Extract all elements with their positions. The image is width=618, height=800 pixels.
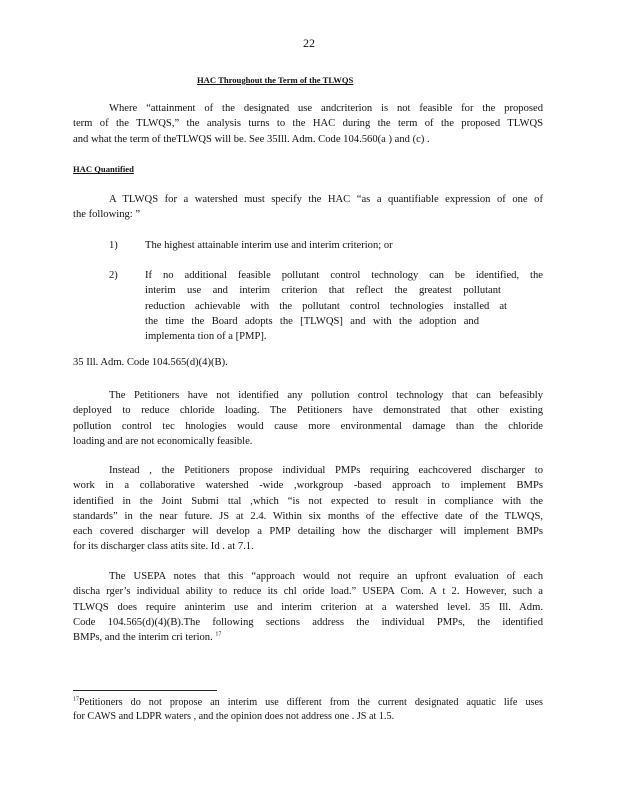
footnote-divider	[73, 690, 217, 691]
paragraph-5	[73, 569, 543, 645]
paragraph-line: work in a collaborative watershed -wide ,workgroup -based approach to implement BMPs	[73, 480, 543, 492]
paragraph-line	[73, 630, 543, 645]
paragraph-line: term of the TLWQS,” the analysis turns to the HAC during the term of the proposed TLWQS	[73, 118, 543, 130]
paragraph-line: for its discharger class atits site. Id . at 7.1.	[73, 541, 254, 553]
paragraph-line: loading and are not economically feasible.	[73, 435, 253, 447]
paragraph-line-text: BMPs, and the interim cri terion.	[73, 632, 213, 644]
paragraph-line: and what the term of theTLWQS will be. See 35Ill. Adm. Code 104.560(a ) and (c) .	[73, 133, 430, 145]
footnote-marker: 17	[73, 696, 79, 703]
paragraph-line: A TLWQS for a watershed must specify the HAC “as a quantifiable expression of one of	[109, 194, 543, 205]
paragraph-line: Code 104.565(d)(4)(B).The following sections address the individual PMPs, the identified	[73, 616, 543, 628]
list-item-number: 2)	[109, 270, 118, 281]
paragraph-line: each covered discharger will develop a PMP detailing how the discharger will implement BMPs	[73, 526, 543, 538]
paragraph-line: discha rger’s individual ability to reduce its chl oride load.” USEPA Com. A t 2. However, such a	[73, 586, 543, 598]
list-item-line: The highest attainable interim use and interim criterion; or	[145, 240, 393, 251]
list-item-line: implementa tion of a [PMP].	[145, 331, 267, 343]
footnote-reference[interactable]: 17	[215, 631, 222, 638]
paragraph-line: the following: ”	[73, 209, 141, 221]
paragraph-line: The Petitioners have not identified any pollution control technology that can befeasibly	[109, 390, 543, 401]
citation: 35 Ill. Adm. Code 104.565(d)(4)(B).	[73, 357, 228, 368]
paragraph-line: standards” in the near future. JS at 2.4. Within six months of the effective date of the TLWQS,	[73, 510, 543, 522]
paragraph-1	[73, 101, 543, 147]
footnote-text: Petitioners do not propose an interim use different from the current designated aquatic life uses	[79, 697, 543, 708]
paragraph-line: Instead , the Petitioners propose individual PMPs requiring eachcovered discharger to	[109, 465, 543, 476]
page-number: 22	[303, 36, 315, 50]
paragraph-4	[73, 463, 543, 555]
list-item-number: 1)	[109, 240, 118, 251]
section-heading-hac-quantified: HAC Quantified	[73, 164, 134, 174]
list-item-line: interim use and interim criterion that reflect the greatest pollutant	[145, 285, 501, 297]
list-item-line: If no additional feasible pollutant control technology can be identified, the	[145, 270, 543, 281]
paragraph-2	[73, 192, 543, 223]
paragraph-line: Where “attainment of the designated use andcriterion is not feasible for the proposed	[109, 103, 543, 114]
footnote	[73, 696, 543, 723]
paragraph-line: The USEPA notes that this “approach would not require an upfront evaluation of each	[109, 571, 543, 582]
list-item-line: reduction achievable with the pollutant control technologies installed at	[145, 300, 507, 312]
paragraph-line: deployed to reduce chloride loading. The Petitioners have demonstrated that other existing	[73, 405, 543, 417]
list-item-line: the time the Board adopts the [TLWQS] and with the adoption and	[145, 315, 479, 327]
section-heading-hac-throughout: HAC Throughout the Term of the TLWQS	[197, 75, 354, 85]
paragraph-line: identified in the Joint Submi ttal ,which “is not expected to result in compliance with the	[73, 495, 543, 507]
footnote-line: for CAWS and LDPR waters , and the opinion does not address one . JS at 1.5.	[73, 710, 395, 722]
paragraph-line: pollution control tec hnologies would cause more environmental damage than the chloride	[73, 420, 543, 432]
paragraph-3	[73, 388, 543, 449]
footnote-line	[73, 696, 543, 710]
paragraph-line: TLWQS does require aninterim use and interim criterion at a watershed level. 35 Ill. Adm.	[73, 601, 543, 613]
